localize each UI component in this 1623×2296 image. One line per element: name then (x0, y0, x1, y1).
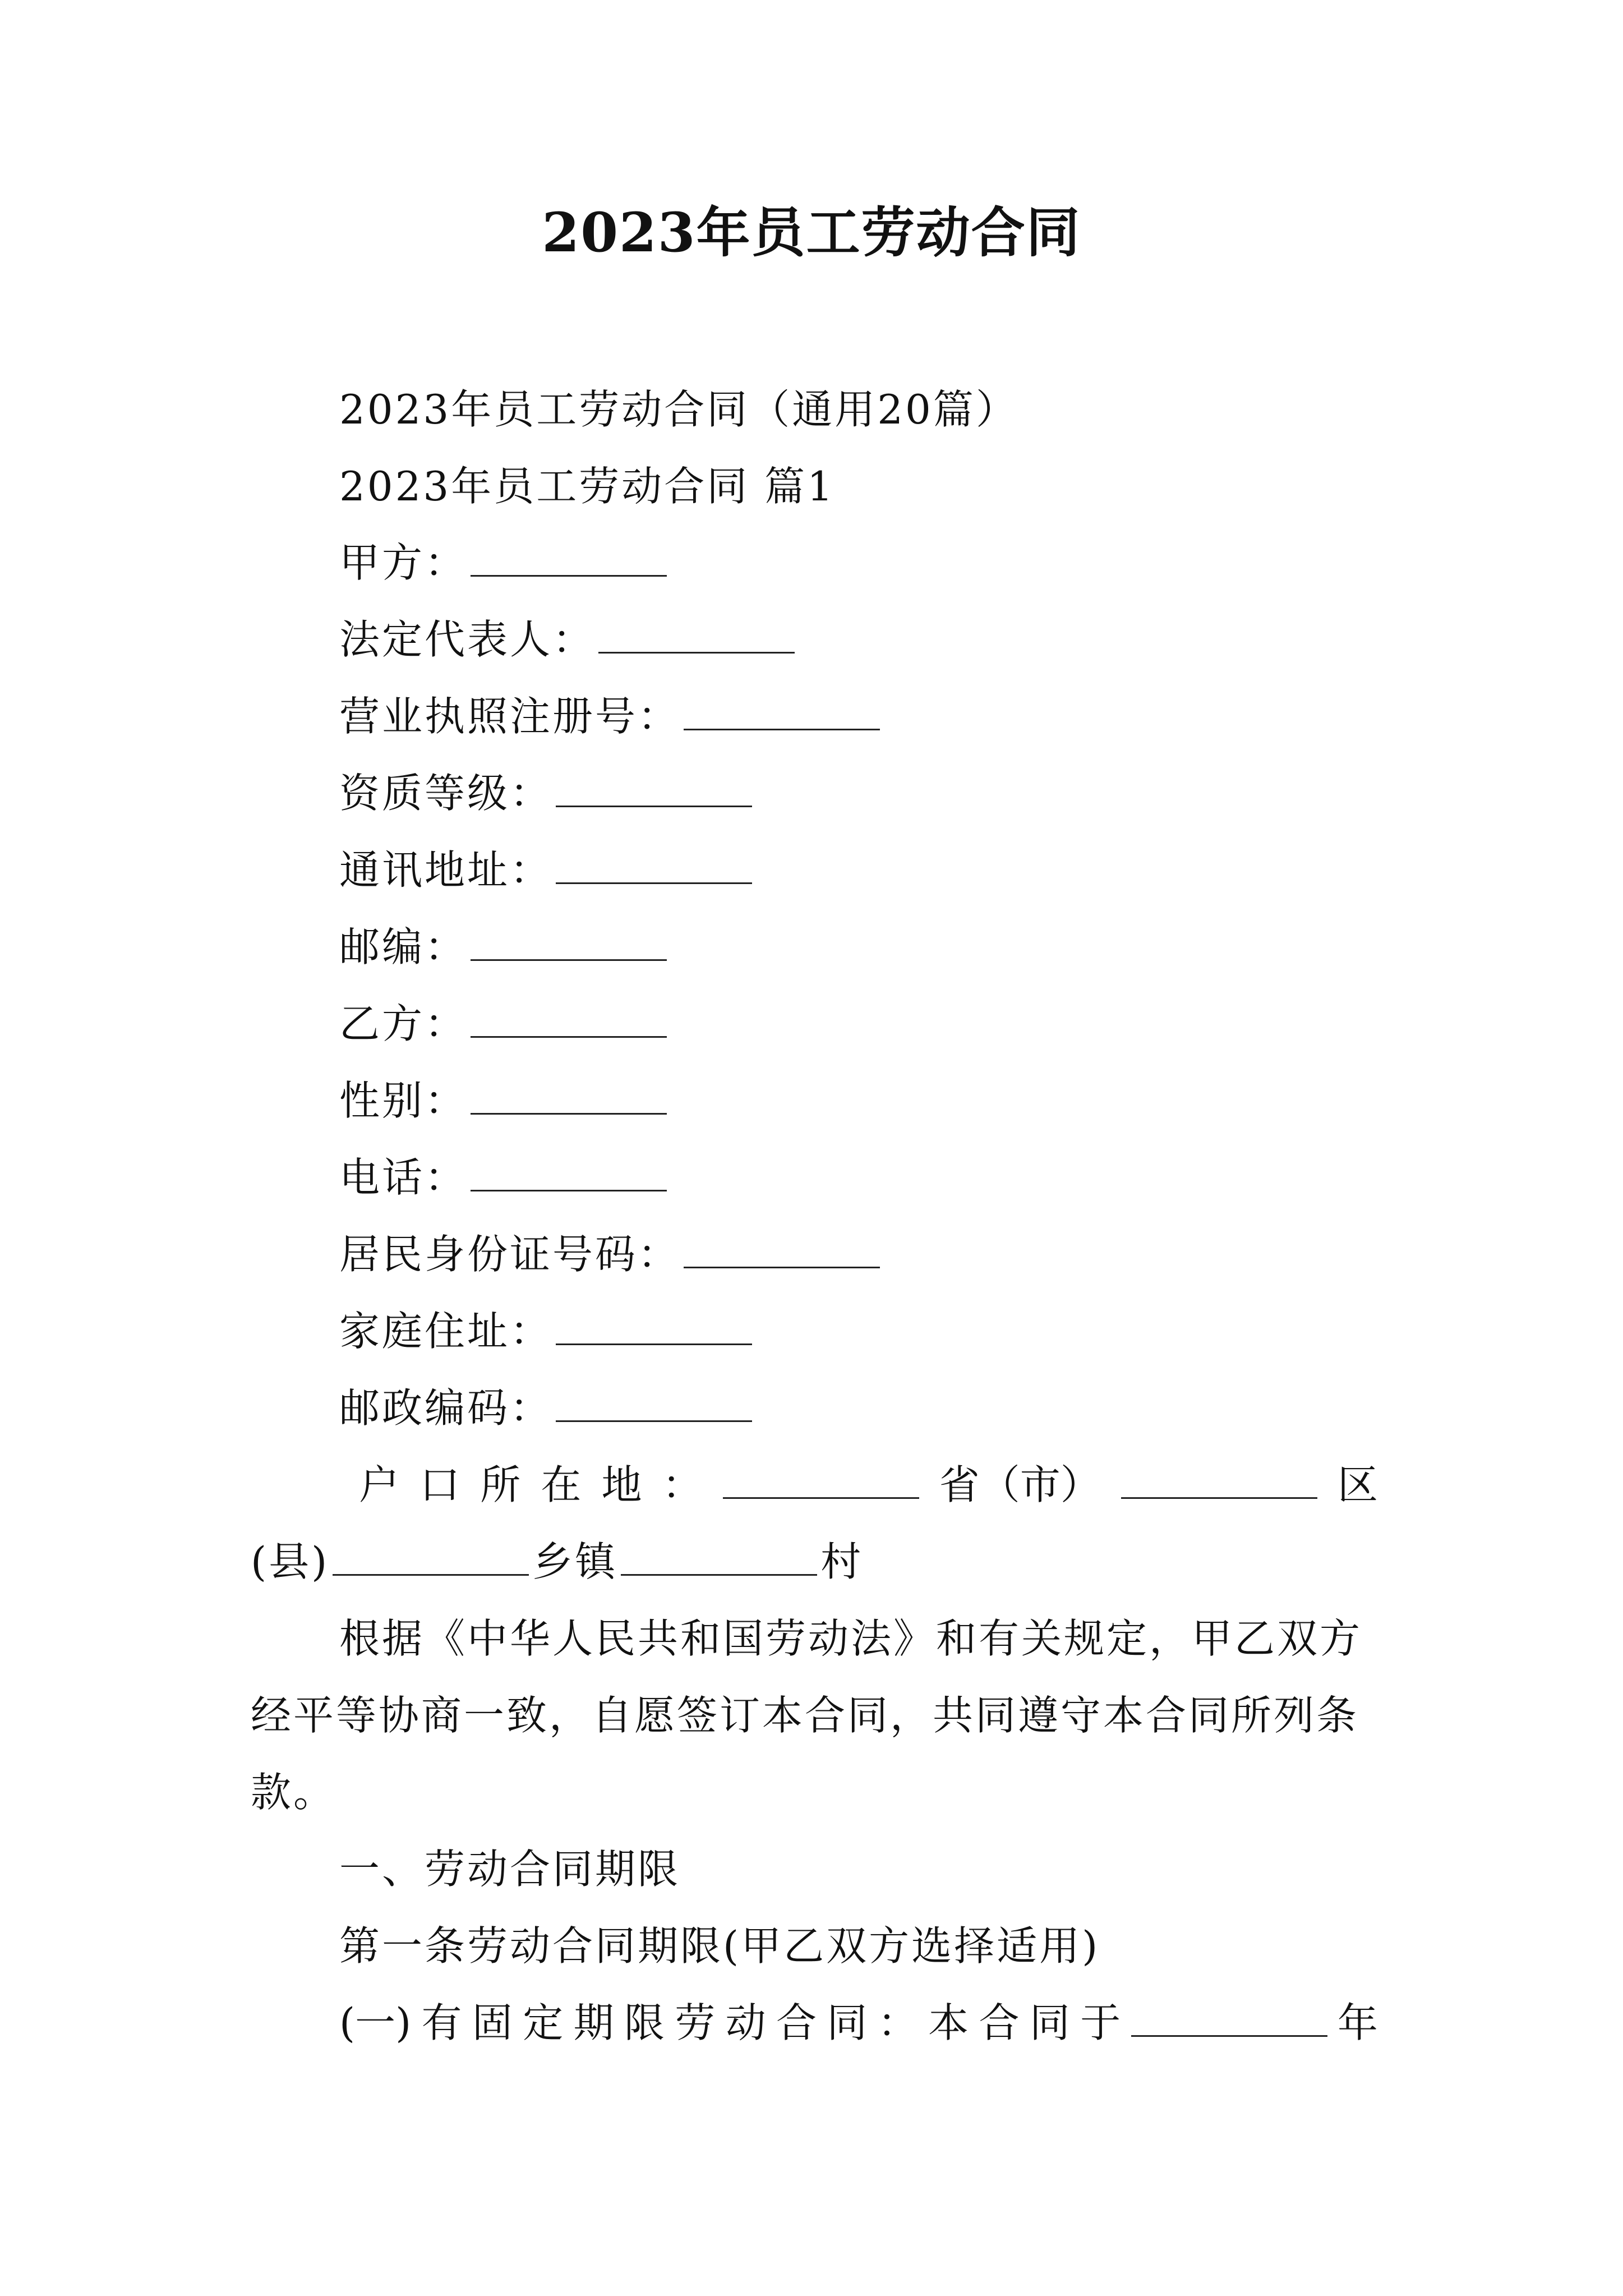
party-a-blank[interactable] (471, 536, 667, 577)
residence-province-label: 省（市） (939, 1461, 1101, 1508)
clause-char: 于 (1080, 1999, 1121, 2046)
preamble-line-2: 经平等协商一致，自愿签订本合同，共同遵守本合同所列条 (251, 1692, 1359, 1739)
residence-char: 口 (419, 1461, 460, 1508)
residence-char: ： (662, 1461, 703, 1508)
phone-field (339, 1149, 670, 1205)
postal-code-blank[interactable] (556, 1381, 752, 1422)
clause-char: 劳 (675, 1999, 716, 2046)
legal-rep-label: 法定代表人： (339, 616, 596, 663)
postal-code-label: 邮政编码： (339, 1384, 553, 1432)
clause-char: 合 (776, 1999, 817, 2046)
clause-char: 有 (421, 1999, 462, 2046)
residence-blank-1[interactable] (723, 1458, 919, 1499)
postcode-blank[interactable] (471, 920, 667, 961)
document-subtitle: 2023年员工劳动合同（通用20篇） (339, 386, 1018, 433)
clause-year-label: 年 (1337, 1999, 1378, 2046)
legal-rep-field (339, 611, 798, 668)
residence-district-label: 区 (1337, 1461, 1378, 1508)
residence-village-label: 村 (820, 1538, 864, 1585)
clause-char: 限 (624, 1999, 665, 2046)
license-no-blank[interactable] (684, 689, 880, 730)
chapter-heading: 一、劳动合同期限 (339, 1846, 681, 1893)
postcode-label: 邮编： (339, 923, 468, 970)
id-number-blank[interactable] (684, 1227, 880, 1268)
residence-county-label: (县) (251, 1538, 330, 1585)
home-address-field (339, 1303, 755, 1359)
preamble-line-1: 根据《中华人民共和国劳动法》和有关规定，甲乙双方 (339, 1615, 1363, 1662)
party-a-label: 甲方： (339, 539, 468, 586)
party-a-field (339, 535, 670, 591)
address-field (339, 842, 755, 898)
phone-blank[interactable] (471, 1151, 667, 1191)
clause-char: 动 (725, 1999, 766, 2046)
preamble-line-3: 款。 (251, 1769, 336, 1816)
qualification-label: 资质等级： (339, 770, 553, 817)
article-heading: 第一条劳动合同期限(甲乙双方选择适用) (339, 1922, 1100, 1970)
home-address-label: 家庭住址： (339, 1308, 553, 1355)
clause-date-blank[interactable] (1131, 1996, 1327, 2037)
gender-field (339, 1073, 670, 1129)
gender-blank[interactable] (471, 1074, 667, 1115)
section-heading: 2023年员工劳动合同 篇1 (339, 463, 835, 510)
clause-char: 同 (827, 1999, 868, 2046)
party-b-blank[interactable] (471, 997, 667, 1038)
id-number-label: 居民身份证号码： (339, 1231, 681, 1278)
residence-char: 户 (359, 1461, 400, 1508)
id-number-field (339, 1226, 883, 1282)
home-address-blank[interactable] (556, 1304, 752, 1345)
residence-blank-4[interactable] (621, 1535, 817, 1576)
residence-line-2 (251, 1534, 863, 1590)
clause-char: 期 (573, 1999, 614, 2046)
clause-char: 合 (979, 1999, 1020, 2046)
license-no-field (339, 688, 883, 744)
clause-char: 本 (928, 1999, 969, 2046)
clause-char: 定 (523, 1999, 564, 2046)
clause-char: ： (877, 1999, 918, 2046)
postcode-field (339, 919, 670, 975)
residence-township-label: 乡镇 (532, 1538, 618, 1585)
clause-line (339, 1995, 1378, 2051)
legal-rep-blank[interactable] (598, 613, 795, 654)
document-title: 2023年员工劳动合同 (542, 201, 1081, 264)
clause-char: 同 (1029, 1999, 1070, 2046)
residence-line (359, 1457, 1378, 1513)
residence-char: 地 (601, 1461, 642, 1508)
party-b-field (339, 996, 670, 1052)
residence-char: 在 (541, 1461, 582, 1508)
license-no-label: 营业执照注册号： (339, 693, 681, 740)
party-b-label: 乙方： (339, 1000, 468, 1047)
postal-code-field (339, 1380, 755, 1436)
qualification-field (339, 765, 755, 821)
phone-label: 电话： (339, 1154, 468, 1201)
qualification-blank[interactable] (556, 766, 752, 807)
residence-blank-3[interactable] (333, 1535, 529, 1576)
address-label: 通讯地址： (339, 846, 553, 894)
clause-char: 固 (472, 1999, 513, 2046)
gender-label: 性别： (339, 1077, 468, 1124)
clause-char: (一) (339, 1999, 412, 2046)
residence-char: 所 (480, 1461, 521, 1508)
residence-blank-2[interactable] (1121, 1458, 1317, 1499)
address-blank[interactable] (556, 843, 752, 884)
